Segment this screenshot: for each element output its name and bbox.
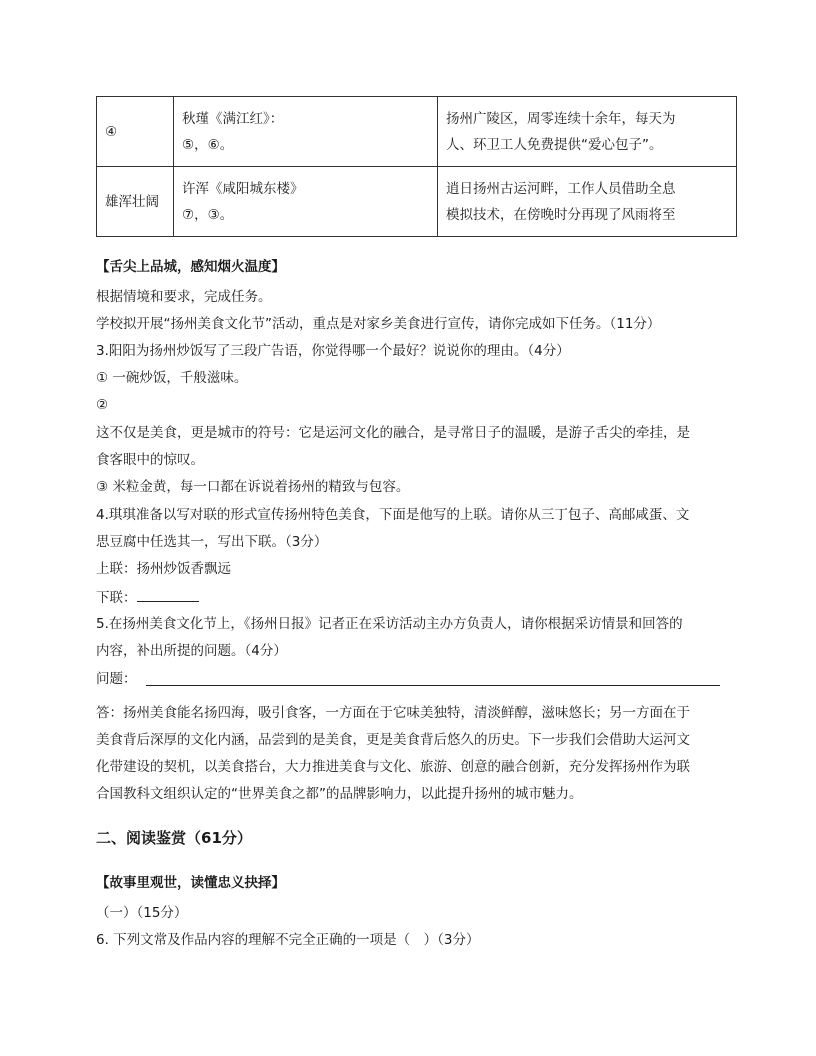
cell-text: ⑤，⑥。 [182,136,234,153]
option-3: ③ 米粒金黄，每一口都在诉说着扬州的精致与包容。 [96,479,410,495]
row-label: ④ [105,123,118,140]
intro-text: 学校拟开展“扬州美食文化节”活动，重点是对家乡美食进行宣传，请你完成如下任务。（11分） [96,316,661,332]
option-2-text: 这不仅是美食，更是城市的符号：它是运河文化的融合，是寻常日子的温暖，是游子舌尖的牵挂，是 [96,425,690,441]
lower-couplet [96,587,199,608]
question-6: 6. 下列文常及作品内容的理解不完全正确的一项是（ ）（3分） [96,932,480,948]
option-2-text: 食客眼中的惊叹。 [96,452,204,468]
table-row [97,167,737,237]
poetry-table [96,96,737,237]
answer-blank[interactable] [137,587,199,602]
table-cell [174,167,438,237]
cell-text: 模拟技术，在傍晚时分再现了风雨将至 [446,206,676,223]
question-label: 问题： [96,671,137,687]
table-cell [174,97,438,167]
option-2-label: ② [96,397,109,413]
part-title: 二、阅读鉴赏（61分） [96,829,252,847]
cell-text: 扬州广陵区，周零连续十余年，每天为 [446,110,676,127]
cell-text: 秋瑾《满江红》： [182,110,284,127]
lower-couplet-label: 下联： [96,590,137,606]
table-cell [97,97,174,167]
section-title: 【舌尖上品城，感知烟火温度】 [96,259,285,275]
upper-couplet: 上联：扬州炒饭香飘远 [96,561,231,577]
question-4: 思豆腐中任选其一，写出下联。（3分） [96,534,328,550]
cell-text: 人、环卫工人免费提供“爱心包子”。 [446,136,663,153]
section-title: 【故事里观世，读懂忠义抉择】 [96,875,285,891]
table-cell [438,97,737,167]
answer-text: 化带建设的契机，以美食搭台，大力推进美食与文化、旅游、创意的融合创新，充分发挥扬州作为联 [96,759,690,775]
option-1: ① 一碗炒饭，千般滋味。 [96,370,248,386]
subsection-title: （一）（15分） [96,905,188,921]
answer-text: 美食背后深厚的文化内涵，品尝到的是美食，更是美食背后悠久的历史。下一步我们会借助大运河文 [96,732,690,748]
row-label: 雄浑壮阔 [105,193,159,210]
intro-text: 根据情境和要求，完成任务。 [96,289,272,305]
question-5: 内容，补出所提的问题。（4分） [96,643,287,659]
table-cell [97,167,174,237]
question-4: 4.琪琪准备以写对联的形式宣传扬州特色美食，下面是他写的上联。请你从三丁包子、高邮咸蛋、文 [96,507,690,523]
answer-text: 合国教科文组织认定的“世界美食之都”的品牌影响力，以此提升扬州的城市魅力。 [96,786,583,802]
cell-text: 许浑《咸阳城东楼》 [182,180,304,197]
cell-text: 逍日扬州古运河畔，工作人员借助全息 [446,180,676,197]
answer-line[interactable] [146,685,720,686]
table-row [97,97,737,167]
question-5: 5.在扬州美食文化节上，《扬州日报》记者正在采访活动主办方负责人，请你根据采访情景和回答的 [96,616,683,632]
cell-text: ⑦，③。 [182,206,234,223]
question-3: 3.阳阳为扬州炒饭写了三段广告语，你觉得哪一个最好？说说你的理由。（4分） [96,343,570,359]
answer-text: 答：扬州美食能名扬四海，吸引食客，一方面在于它味美独特，清淡鲜醇，滋味悠长；另一方面在于 [96,705,690,721]
table-cell [438,167,737,237]
